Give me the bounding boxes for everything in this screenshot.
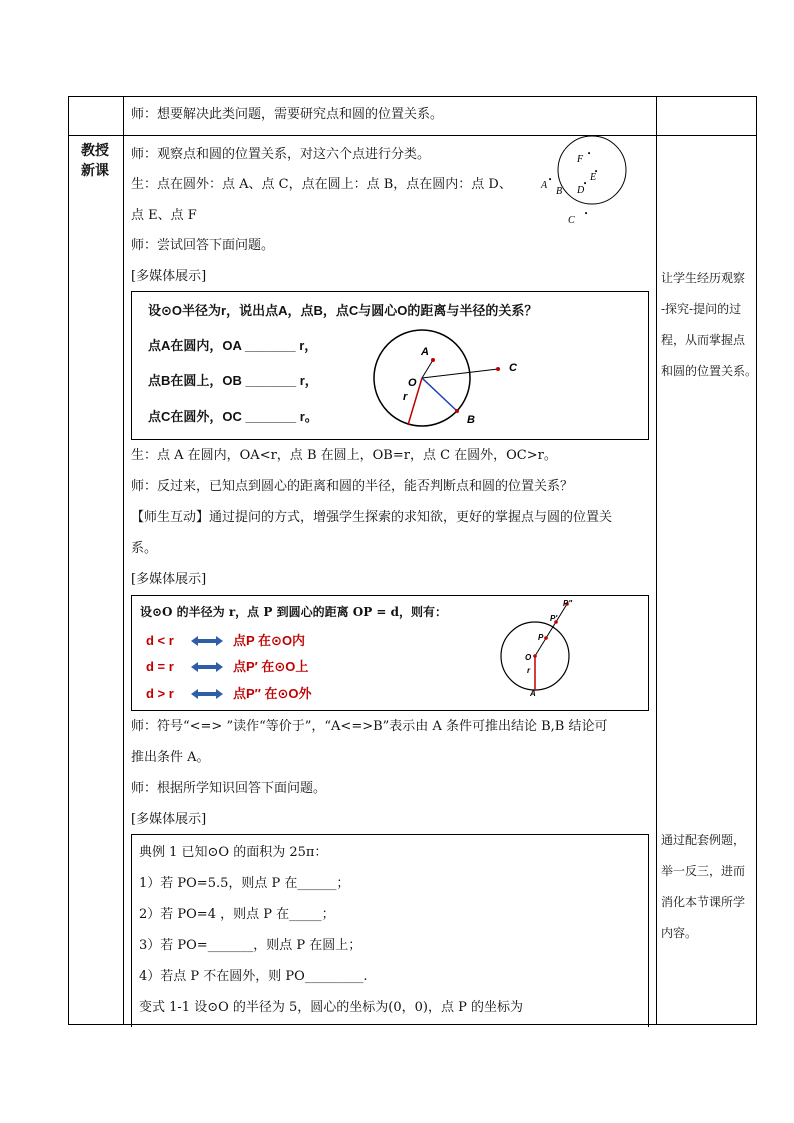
section-label-line1: 教授 [81,143,109,159]
note2-line1: 通过配套例题， [661,833,746,847]
media-box-3 [131,834,649,1027]
paragraph-8a: 师：符号“<=> ”读作“等价于”，“A<=>B”表示由 A 条件可推出结论 B,B 结论可 [131,719,608,734]
section-label-line2: 新课 [81,163,109,179]
double-arrow-icon [190,688,224,700]
point-b-label: B [556,186,563,197]
box1-label-o: O [408,377,417,389]
paragraph-8b: 推出条件 A。 [131,750,210,765]
svg-text:•: • [548,176,553,184]
paragraph-1: 师：观察点和圆的位置关系，对这六个点进行分类。 [131,147,431,162]
box3-line-1: 典例 1 已知⊙O 的面积为 25π： [139,845,328,860]
table-row-divider [68,135,757,136]
segment-ob [422,378,457,411]
paragraph-7b: 系。 [131,541,158,556]
box2-res-2: 点P′ 在⊙O上 [233,659,309,674]
segment-oa [422,360,433,378]
box2-label-p: P [538,633,544,642]
six-points-figure [535,132,635,230]
point-c-label: C [568,215,575,226]
box1-label-c: C [509,362,517,374]
paragraph-5: 生：点 A 在圆内，OA<r，点 B 在圆上，OB=r，点 C 在圆外，OC>r。 [131,448,557,463]
box2-label-o: O [525,653,532,662]
box3-line-4: 3）若 PO=_______，则点 P 在圆上； [139,938,362,953]
box1-question: 设⊙O半径为r，说出点A，点B，点C与圆心O的距离与半径的关系？ [148,303,538,318]
box2-label-p1: P' [550,614,558,623]
note1-line3: 程，从而掌握点 [661,333,746,347]
note1-line1: 让学生经历观察 [661,271,746,285]
table-left-border [68,96,69,1025]
box2-cond-3: d > r [146,686,174,701]
paragraph-2: 生：点在圆外：点 A、点 C，点在圆上：点 B，点在圆内：点 D、 [131,177,512,192]
box1-line-b: 点B在圆上，OB _______ r， [148,373,318,388]
note1-line4: 和圆的位置关系。 [661,364,758,378]
box2-title: 设⊙O 的半径为 r，点 P 到圆心的距离 OP = d，则有： [140,605,448,619]
box2-res-1: 点P 在⊙O内 [233,633,306,648]
box1-circle-figure [370,328,530,430]
media-label-3: [多媒体展示] [131,812,207,827]
box2-label-p2: P" [563,599,573,608]
box2-label-r: r [527,666,531,675]
note2-line3: 消化本节课所学 [661,895,746,909]
box1-label-a: A [421,346,429,358]
table-right-border [756,96,757,1025]
paragraph-6: 师：反过来，已知点到圆心的距离和圆的半径，能否判断点和圆的位置关系？ [131,479,574,494]
box1-label-r: r [403,391,408,403]
table-col-divider-2 [656,96,657,1025]
paragraph-4: 师：尝试回答下面问题。 [131,238,275,253]
table-top-border [68,96,757,97]
box1-label-b: B [467,414,475,426]
note2-line4: 内容。 [661,926,698,940]
segment-oc [422,369,498,378]
note2-line2: 举一反三，进而 [661,864,746,878]
box1-line-a: 点A在圆内，OA _______ r， [148,338,318,353]
box2-cond-2: d = r [146,659,174,674]
box2-label-a: A [530,689,536,697]
media-label-1: [多媒体展示] [131,269,207,284]
note1-line2: -探究-提问的过 [661,302,742,316]
media-label-2: [多媒体展示] [131,572,207,587]
double-arrow-icon [190,635,224,647]
box3-line-5: 4）若点 P 不在圆外，则 PO_________. [139,969,368,984]
box1-line-c: 点C在圆外，OC _______ r。 [148,409,318,424]
svg-text:•: • [584,210,589,218]
box3-line-2: 1）若 PO=5.5，则点 P 在______； [139,876,350,891]
figure1-circle [558,136,626,204]
box2-circle-figure [496,597,586,697]
svg-text:•: • [594,168,599,176]
svg-text:•: • [583,180,588,188]
paragraph-7a: 【师生互动】通过提问的方式，增强学生探索的求知欲，更好的掌握点与圆的位置关 [131,510,613,525]
ray-op [535,604,567,656]
paragraph-9: 师：根据所学知识回答下面问题。 [131,781,327,796]
point-d-label: D [577,185,585,196]
point-e-label: E [590,172,597,183]
box2-res-3: 点P″ 在⊙O外 [233,686,312,701]
paragraph-3: 点 E、点 F [131,208,197,223]
double-arrow-icon [190,661,224,673]
box2-cond-1: d < r [146,633,174,648]
box3-line-3: 2）若 PO=4 ，则点 P 在_____； [139,907,335,922]
box3-line-6: 变式 1-1 设⊙O 的半径为 5，圆心的坐标为(0，0)，点 P 的坐标为 [139,1000,523,1015]
row1-text: 师：想要解决此类问题，需要研究点和圆的位置关系。 [131,107,444,122]
table-col-divider-1 [123,96,124,1025]
point-f-label: F [577,154,584,165]
svg-text:•: • [587,150,592,158]
point-a-label: A [541,180,548,191]
